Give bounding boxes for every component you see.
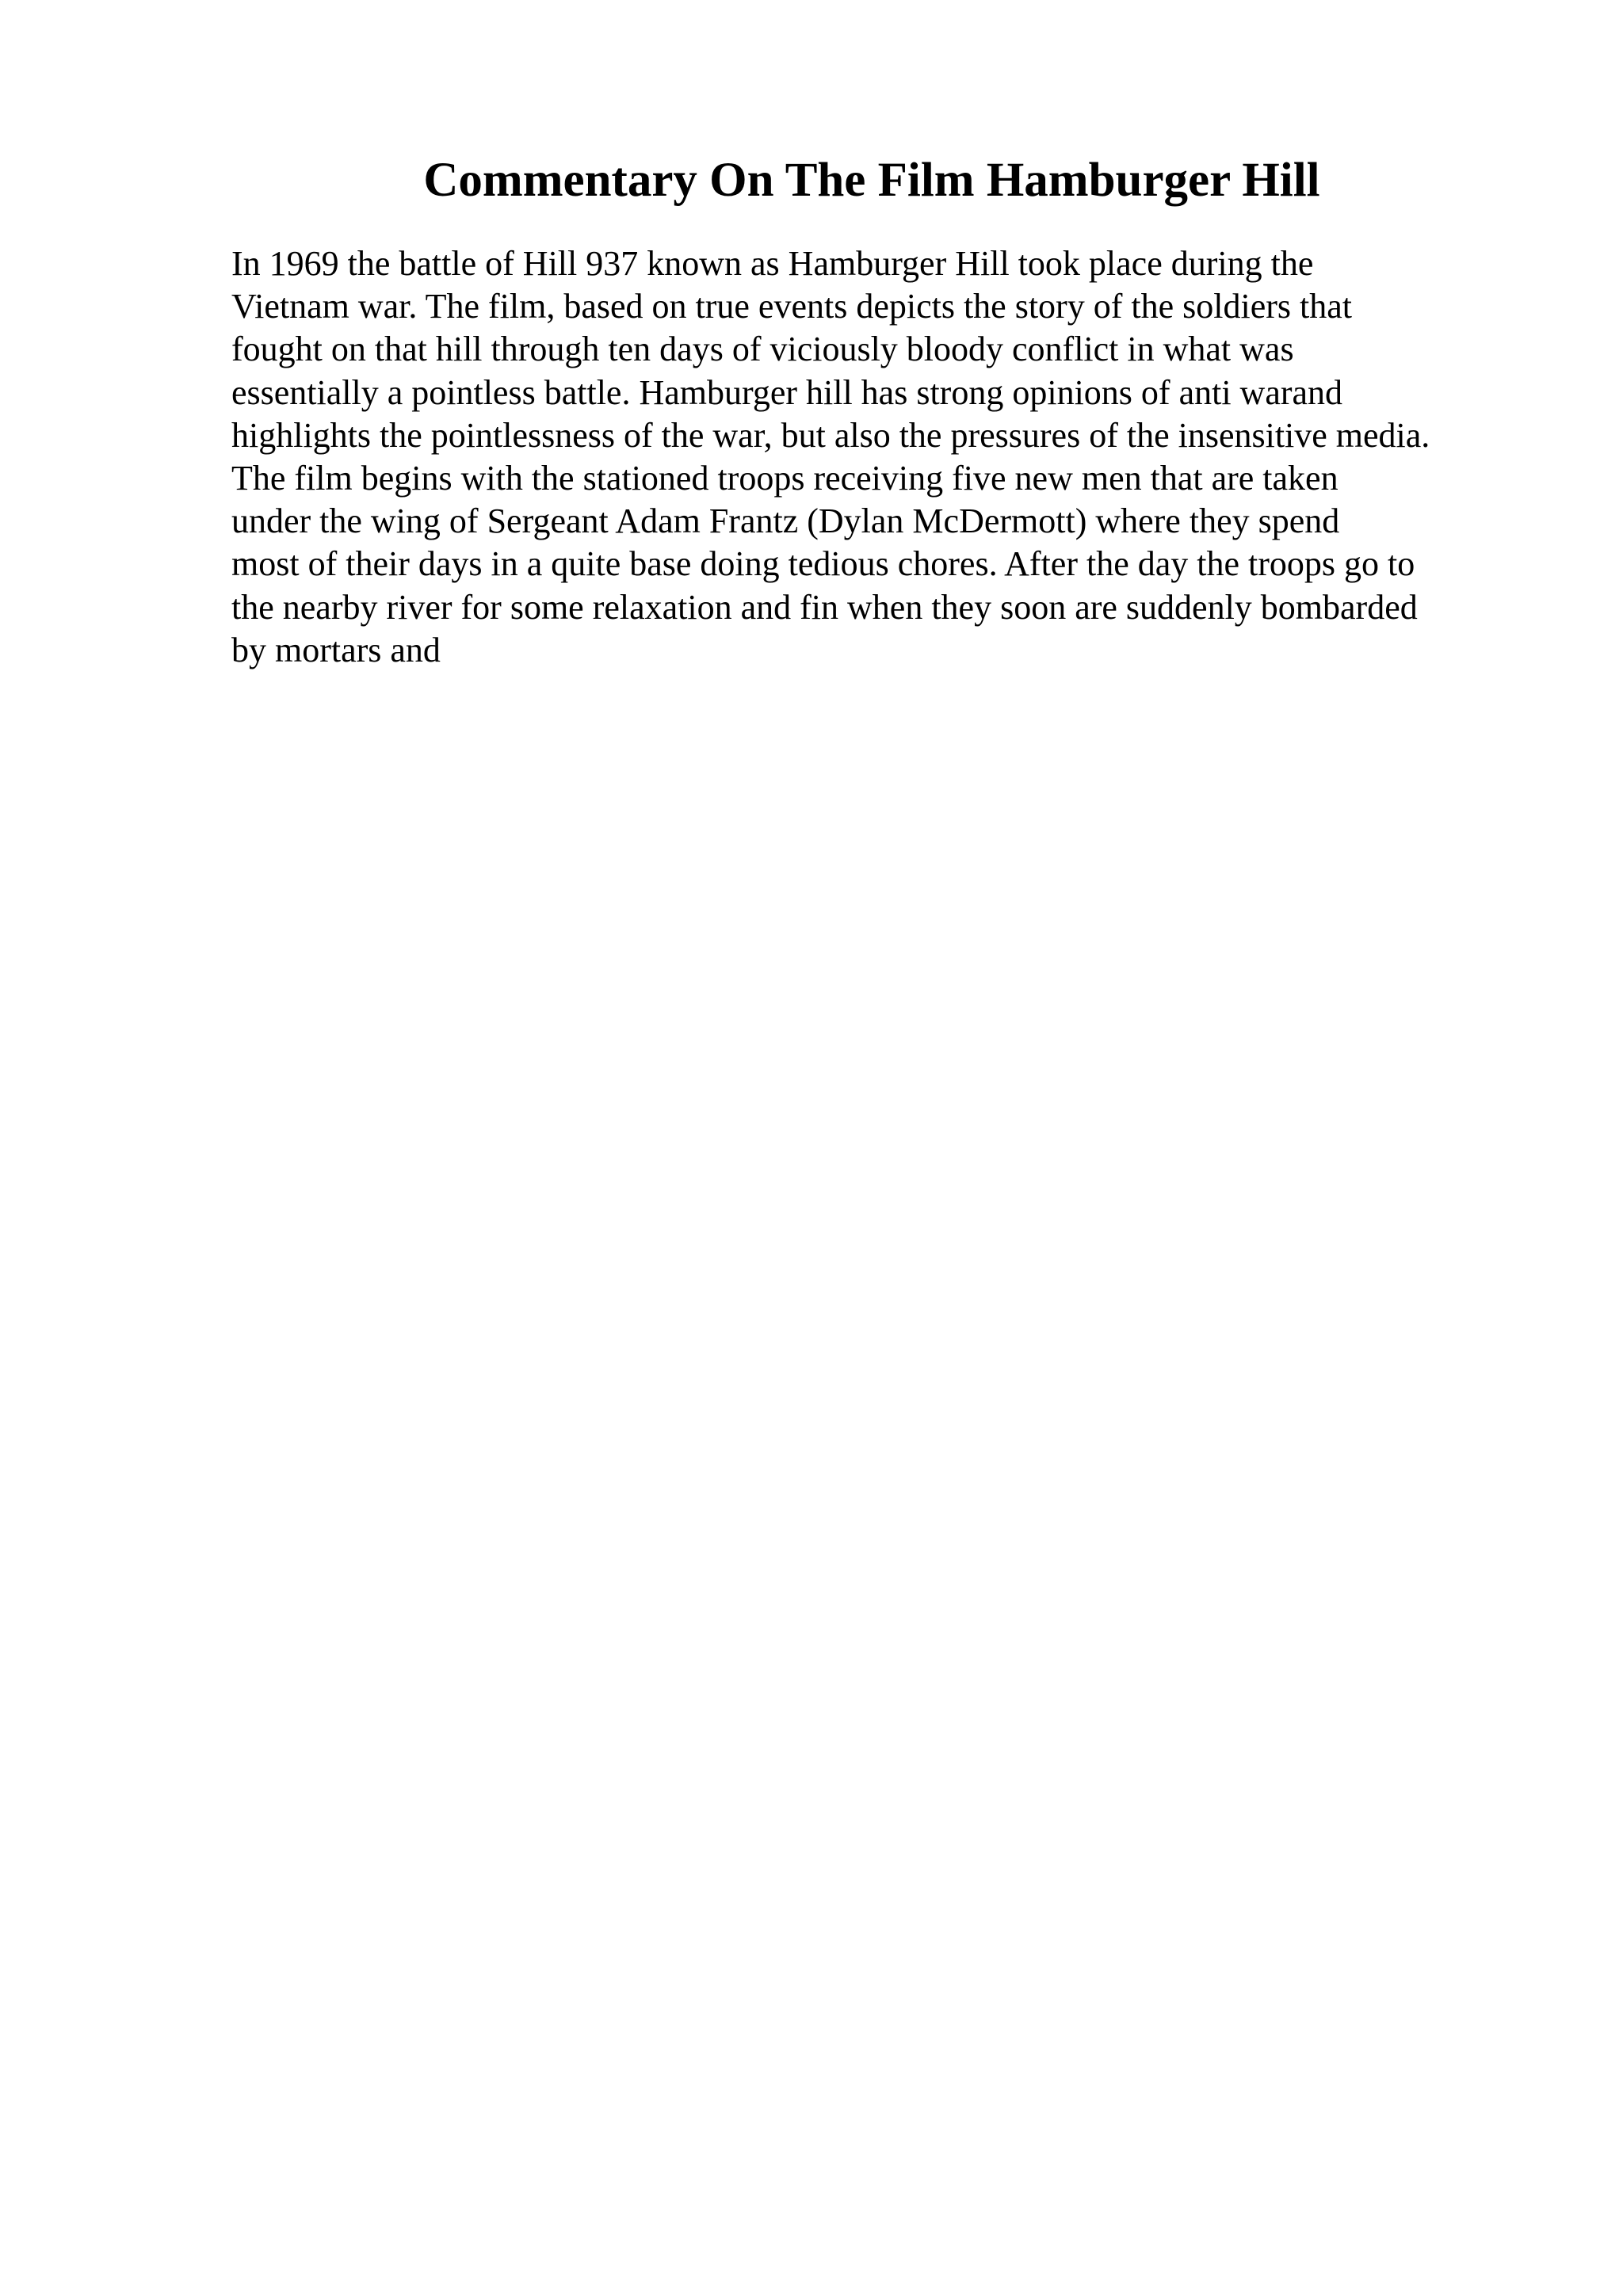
- text-line: fought on that hill through ten days of viciously bloody conflict in what was: [231, 330, 1294, 369]
- text-line: most of their days in a quite base doing tedious chores. After the day the troops go to: [231, 544, 1415, 584]
- text-line: by mortars and: [231, 630, 441, 669]
- text-line: essentially a pointless battle. Hamburger hill has strong opinions of anti warand: [231, 372, 1343, 412]
- text-line: Vietnam war. The film, based on true events depicts the story of the soldiers that: [231, 287, 1352, 326]
- text-line: The film begins with the stationed troops receiving five new men that are taken: [231, 459, 1338, 498]
- text-line: under the wing of Sergeant Adam Frantz (Dylan McDermott) where they spend: [231, 502, 1340, 541]
- page-title: Commentary On The Film Hamburger Hill: [423, 154, 1320, 207]
- text-line: highlights the pointlessness of the war, but also the pressures of the insensitive media.: [231, 415, 1430, 455]
- text-line: the nearby river for some relaxation and fin when they soon are suddenly bombarded: [231, 587, 1418, 627]
- text-line: In 1969 the battle of Hill 937 known as Hamburger Hill took place during the: [231, 244, 1314, 283]
- body-paragraph: [231, 242, 1610, 672]
